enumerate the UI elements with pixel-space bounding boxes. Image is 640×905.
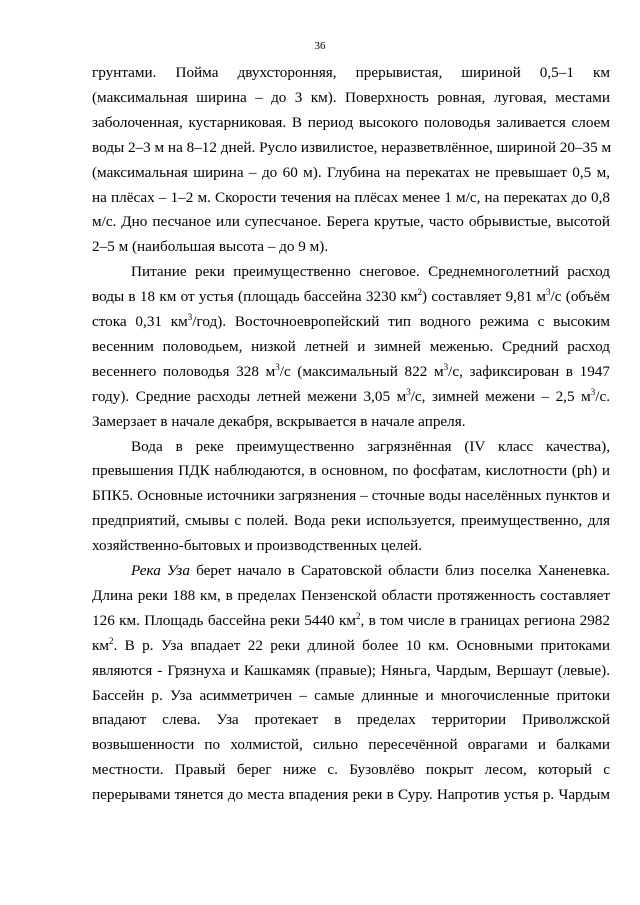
text-run: ) составляет 9,81 м — [422, 288, 547, 306]
text-run: берет начало в Саратовской области близ поселка Ханеневка. — [189, 562, 610, 579]
text-line — [92, 586, 610, 606]
superscript: 3 — [275, 361, 280, 372]
text-run: являются - Грязнуха и Кашкамяк (правые); Няньга, Чардым, Вершаут (левые). — [92, 661, 610, 679]
text-run: воды в 18 км от устья (площадь бассейна 3230 км — [92, 288, 418, 306]
text-line — [92, 686, 610, 706]
text-run: Вода в реке преимущественно загрязнённая (IV класс качества), — [131, 437, 610, 455]
text-line — [92, 163, 610, 183]
text-line — [92, 611, 610, 631]
superscript: 3 — [406, 386, 411, 397]
text-line — [92, 188, 610, 208]
text-run: году). Средние расходы летней межени 3,05 м — [92, 387, 407, 405]
superscript: 2 — [417, 287, 423, 298]
superscript: 3 — [187, 312, 193, 322]
text-run: стока 0,31 км — [92, 313, 188, 330]
text-line — [92, 710, 610, 730]
text-run: 2–5 м (наибольшая высота – до 9 м). — [92, 238, 329, 256]
text-run: впадают слева. Уза протекает в пределах территории Приволжской — [92, 711, 610, 729]
text-run: /год). Восточноевропейский тип водного режима с высоким — [192, 313, 610, 330]
text-run: Длина реки 188 км, в пределах Пензенской области протяженность составляет — [92, 586, 610, 604]
text-line — [92, 113, 610, 133]
text-run: превышения ПДК наблюдаются, в основном, по фосфатам, кислотности (ph) и — [92, 462, 610, 480]
text-line — [92, 486, 610, 506]
text-line — [92, 212, 610, 232]
text-run: , в том числе в границах региона 2982 — [360, 611, 610, 629]
text-run: 126 км. Площадь бассейна реки 5440 км — [92, 611, 356, 629]
text-line — [92, 785, 610, 805]
superscript: 3 — [546, 287, 551, 298]
text-run: воды 2–3 м на 8–12 дней. Русло извилистое, неразветвлённое, шириной 20–35 м — [92, 138, 612, 156]
text-run: хозяйственно-бытовых и производственных целей. — [92, 537, 423, 555]
text-line — [92, 337, 610, 357]
text-run: /с. — [595, 387, 610, 405]
text-line — [92, 760, 610, 780]
text-line — [92, 661, 610, 681]
text-run: БПК5. Основные источники загрязнения – сточные воды населённых пунктов и — [92, 487, 610, 505]
text-run: Замерзает в начале декабря, вскрывается в начале апреля. — [92, 412, 466, 430]
text-run: весенним половодьем, низкой летней и зимней меженью. Средний расход — [92, 337, 610, 355]
text-run: местности. Правый берег ниже с. Бузовлёво покрыт лесом, который с — [92, 761, 610, 779]
text-line — [92, 511, 610, 531]
text-line — [92, 412, 610, 432]
text-line — [92, 138, 610, 158]
text-line — [92, 362, 610, 382]
text-run: км — [92, 636, 109, 654]
superscript: 2 — [355, 610, 361, 621]
text-run: Питание реки преимущественно снеговое. Среднемноголетний расход — [131, 263, 610, 281]
superscript: 3 — [590, 386, 596, 397]
text-run: /с, зафиксирован в 1947 — [448, 362, 610, 380]
page-number: 36 — [314, 40, 326, 52]
text-line — [92, 287, 610, 307]
text-run: весеннего половодья 328 м — [92, 362, 276, 380]
text-run: заболоченная, кустарниковая. В период высокого половодья заливается слоем — [92, 113, 610, 131]
text-line — [131, 437, 610, 457]
text-run: . В р. Уза впадает 22 реки длиной более 10 км. Основными притоками — [113, 636, 610, 654]
text-run: /с, зимней межени – 2,5 м — [410, 387, 591, 405]
text-line — [92, 735, 610, 755]
text-run: /с (максимальный 822 м — [279, 362, 444, 380]
river-name: Река Уза — [131, 562, 190, 579]
text-line — [92, 461, 610, 481]
text-run: на плёсах – 1–2 м. Скорости течения на плёсах менее 1 м/с, на перекатах до 0,8 — [92, 188, 610, 206]
text-line — [131, 262, 610, 282]
text-run: грунтами. Пойма двухсторонняя, прерывистая, шириной 0,5–1 км — [92, 64, 610, 81]
text-run: (максимальная ширина – до 60 м). Глубина на перекатах не превышает 0,5 м, — [92, 163, 610, 181]
text-run: /с (объём — [550, 288, 610, 306]
text-run: Бассейн р. Уза асимметричен – самые длинные и многочисленные притоки — [92, 686, 610, 704]
text-line — [92, 63, 610, 83]
text-line — [92, 536, 610, 556]
text-run: возвышенности по холмистой, сильно пересечённой оврагами и балками — [92, 736, 610, 754]
text-run: (максимальная ширина – до 3 км). Поверхность ровная, луговая, местами — [92, 88, 610, 106]
text-line — [92, 237, 610, 257]
superscript: 2 — [109, 635, 114, 646]
text-run: м/с. Дно песчаное или супесчаное. Берега крутые, часто обрывистые, высотой — [92, 213, 610, 231]
text-line — [92, 387, 610, 407]
text-line — [92, 636, 610, 656]
superscript: 3 — [443, 361, 449, 372]
text-line — [92, 88, 610, 108]
text-run: перерывами тянется до места впадения реки в Суру. Напротив устья р. Чардым — [92, 786, 610, 804]
text-line — [92, 312, 610, 332]
text-run: предприятий, смывы с полей. Вода реки используется, преимущественно, для — [92, 512, 610, 530]
text-line — [131, 561, 610, 581]
